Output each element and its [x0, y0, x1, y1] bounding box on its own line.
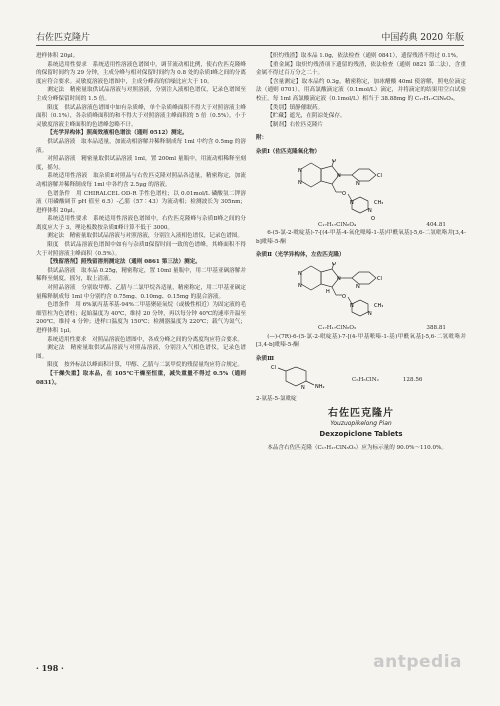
- monograph-title-en: Dexzopiclone Tablets: [319, 430, 403, 439]
- paragraph: 测定法 精密量取供试品溶液与对照溶液，分别注入液相色谱仪，记录色谱图至主成分峰保留时间的 1.5 倍。: [36, 87, 246, 102]
- hydrogen-label: H: [326, 288, 330, 295]
- paragraph: 色谱条件 用 CHIRALCEL OD-R 手性色谱柱；以 0.01mol/L 磷酸氢二钾溶液（用磷酸调节 pH 值至 6.5）-乙腈（57∶43）为流动相；检测波长为 305nm；进样体积 20μl。: [36, 190, 246, 214]
- paragraph: 【含量测定】取本品约 0.3g，精密称定，加冰醋酸 40ml 使溶解，照电位滴定法（通则 0701），用高氯酸滴定液（0.1mol/L）滴定，并将滴定的结果用空白试验校正。每 1ml 高氯酸滴定液（0.1mol/L）相当于 38.88mg 的 C₁₇H₁₇ClN₆O₃。: [256, 78, 466, 102]
- watermark-logo: antpedia: [373, 652, 462, 672]
- impurity-label: 杂质Ⅱ（光学异构体，左佐匹克隆）: [256, 252, 345, 259]
- paragraph: 系统适用性溶液 取杂质Ⅱ对照品与右佐匹克隆对照品各适量，精密称定，加流动相溶解并稀释制成每 1ml 中各约含 2.5μg 的溶液。: [36, 173, 246, 188]
- paragraph: 进样体积 20μl。: [36, 53, 79, 59]
- paragraph: 系统适用性要求 对照品溶液色谱图中，各成分峰之间的分离度均应符合要求。: [47, 336, 243, 343]
- running-header: [36, 30, 464, 44]
- paragraph: 【光学异构体】照高效液相色谱法（通则 0512）测定。: [47, 130, 188, 137]
- paragraph: 对照品溶液 精密量取供试品溶液 1ml，置 200ml 量瓶中，用流动相稀释至刻度，摇匀。: [36, 156, 246, 171]
- nitrogen-label: N: [368, 207, 372, 214]
- nitrogen-label: N: [301, 385, 305, 392]
- nitrogen-label: N: [337, 275, 341, 282]
- chlorine-label: Cl: [377, 275, 382, 282]
- paragraph: 【类别】镇静催眠药。: [267, 104, 324, 111]
- oxygen-label: O: [332, 261, 336, 267]
- paragraph: 系统适用性要求 系统适用性溶液色谱图中，右佐匹克隆峰与杂质Ⅱ峰之间的分离度应大于 3，理论板数按杂质Ⅱ峰计算不低于 3000。: [36, 216, 246, 231]
- appendix-label: 附：: [256, 135, 268, 142]
- nitrogen-label: N: [298, 179, 302, 186]
- oxygen-label: O: [342, 293, 346, 300]
- nitrogen-label: N: [356, 283, 360, 290]
- impurity-1-structure: [256, 159, 466, 221]
- paragraph: 限度 供试品溶液色谱图中如有杂质峰，单个杂质峰面积不得大于对照溶液主峰面积（0.1%），各杂质峰面积的和不得大于对照溶液主峰面积的 5 倍（0.5%），小于灵敏度溶液主峰面积的色谱峰忽略不计。: [36, 104, 246, 128]
- oxygen-label: O: [332, 158, 336, 164]
- impurity-mw: 404.81: [426, 221, 446, 228]
- paragraph: 限度 按外标法以峰面积计算，甲醇、乙腈与二氯甲烷的残留量均应符合规定。: [47, 362, 243, 369]
- impurity-formula: C₁₇H₁₇ClN₆O₃: [318, 324, 357, 331]
- monograph-intro: 本品含右佐匹克隆（C₁₇H₁₇ClN₆O₃）应为标示量的 90.0%～110.0%。: [267, 444, 447, 451]
- impurity-name: 6-(5-氯-2-吡啶基)-7-[(4-甲基-4-氧化哌嗪-1-基)甲酰氧基]-5,6-二氢吡咯并[3,4-b]吡嗪-5-酮: [256, 230, 466, 245]
- paragraph: 【炽灼残渣】取本品 1.0g，依法检查（通则 0841），遗留残渣不得过 0.1%。: [267, 53, 462, 59]
- impurity-2-structure: [256, 262, 466, 324]
- paragraph: 【制剂】右佐匹克隆片: [267, 121, 324, 128]
- nitrogen-label: N: [298, 167, 302, 174]
- impurity-formula: C₁₇H₁₇ClN₆O₄: [318, 221, 357, 228]
- chlorine-label: Cl: [271, 365, 276, 372]
- right-column: [256, 52, 466, 452]
- header-left: 右佐匹克隆片: [36, 33, 91, 43]
- left-column: [36, 52, 246, 387]
- paragraph: 色谱条件 用 6%氰丙基苯基-94%二甲基聚硅氧烷（或极性相近）为固定液的毛细管柱为色谱柱；起始温度为 40℃，维持 20 分钟，再以每分钟 40℃的速率升温至 200℃，维持 4 分钟；进样口温度为 150℃；检测器温度为 220℃；载气为氮气；进样体积 1μl。: [36, 302, 246, 334]
- chlorine-label: Cl: [377, 172, 382, 179]
- nitrogen-label: N: [356, 180, 360, 187]
- nitrogen-label: N: [350, 199, 354, 206]
- impurity-label: 杂质Ⅰ（佐匹克隆氧化物）: [256, 148, 321, 155]
- nitrogen-label: N: [298, 282, 302, 289]
- paragraph: 测定法 精密量取供试品溶液与对照溶液，分别注入液相色谱仪，记录色谱图。: [47, 233, 243, 240]
- nitrogen-label: N: [298, 270, 302, 277]
- nitrogen-label: N: [337, 172, 341, 179]
- paragraph: 【重金属】取炽灼残渣项下遗留的残渣，依法检查（通则 0821 第二法），含重金属不得过百万分之二十。: [256, 61, 466, 77]
- paragraph: 对照品溶液 分别取甲醇、乙腈与二氯甲烷各适量，精密称定，用二甲基亚砜定量稀释制成每 1ml 中分别约含 0.75mg、0.10mg、0.15mg 的混合溶液。: [36, 285, 246, 300]
- header-right: 中国药典 2020 年版: [381, 33, 464, 43]
- impurity-formula: C₅H₅ClN₂: [352, 376, 379, 383]
- amino-label: NH₂: [315, 384, 325, 391]
- paragraph: 限度 供试品溶液色谱图中如有与杂质Ⅱ保留时间一致的色谱峰，其峰面积不得大于对照溶液主峰面积（0.5%）。: [36, 242, 246, 257]
- impurity-3-row: [256, 365, 466, 395]
- methyl-label: CH₃: [374, 302, 384, 309]
- monograph-title-pinyin: Youzuopikelong Pian: [330, 420, 392, 428]
- impurity-formula-row: [256, 324, 466, 333]
- paragraph: 供试品溶液 取本品 0.25g，精密称定，置 10ml 量瓶中，用二甲基亚砜溶解并稀释至刻度，摇匀，取上清液。: [36, 267, 246, 283]
- page-number: · 198 ·: [36, 663, 64, 673]
- paragraph: 系统适用性要求 系统适用性溶液色谱图中，调节流动相比例，使右佐匹克隆峰的保留时间约为 29 分钟，主成分峰与相对保留时间约为 0.8 处的杂质Ⅰ峰之间的分离度应符合要求。灵敏度溶液色谱图中，主成分峰高的信噪比应大于 10。: [36, 61, 246, 85]
- impurity-name: 2-氨基-5-氯吡啶: [256, 396, 297, 403]
- paragraph: 【贮藏】遮光，在阴凉处保存。: [267, 113, 346, 120]
- oxygen-label: O: [342, 190, 346, 197]
- paragraph: 【残留溶剂】照残留溶剂测定法（通则 0861 第三法）测定。: [47, 259, 201, 266]
- paragraph: 【干燥失重】取本品，在 105℃干燥至恒重，减失重量不得过 0.5%（通则 0831）。: [36, 370, 246, 386]
- paragraph: 测定法 精密量取供试品溶液与对照品溶液，分别注入气相色谱仪，记录色谱图。: [36, 345, 246, 360]
- header-rule: [36, 45, 464, 46]
- impurity-label: 杂质Ⅲ: [256, 355, 274, 362]
- nitrogen-label: N: [350, 302, 354, 309]
- impurity-formula-row: [256, 221, 466, 230]
- impurity-mw: 388.81: [426, 324, 446, 331]
- nitrogen-label: N: [368, 310, 372, 317]
- oxygen-label: O: [371, 215, 375, 221]
- monograph-title-cn: 右佐匹克隆片: [328, 407, 394, 419]
- impurity-3-structure: [256, 365, 346, 395]
- impurity-mw: 128.56: [402, 376, 423, 383]
- paragraph: 供试品溶液 取本品适量，加流动相溶解并稀释制成每 1ml 中约含 0.5mg 的溶液。: [36, 138, 246, 154]
- methyl-label: CH₃: [374, 199, 384, 206]
- impurity-name: (—)-(7R)-6-(5-氯-2-吡啶基)-7-[(4-甲基哌嗪-1-基)甲酰氧基]-5,6-二氢吡咯并[3,4-b]吡嗪-5-酮: [256, 333, 466, 349]
